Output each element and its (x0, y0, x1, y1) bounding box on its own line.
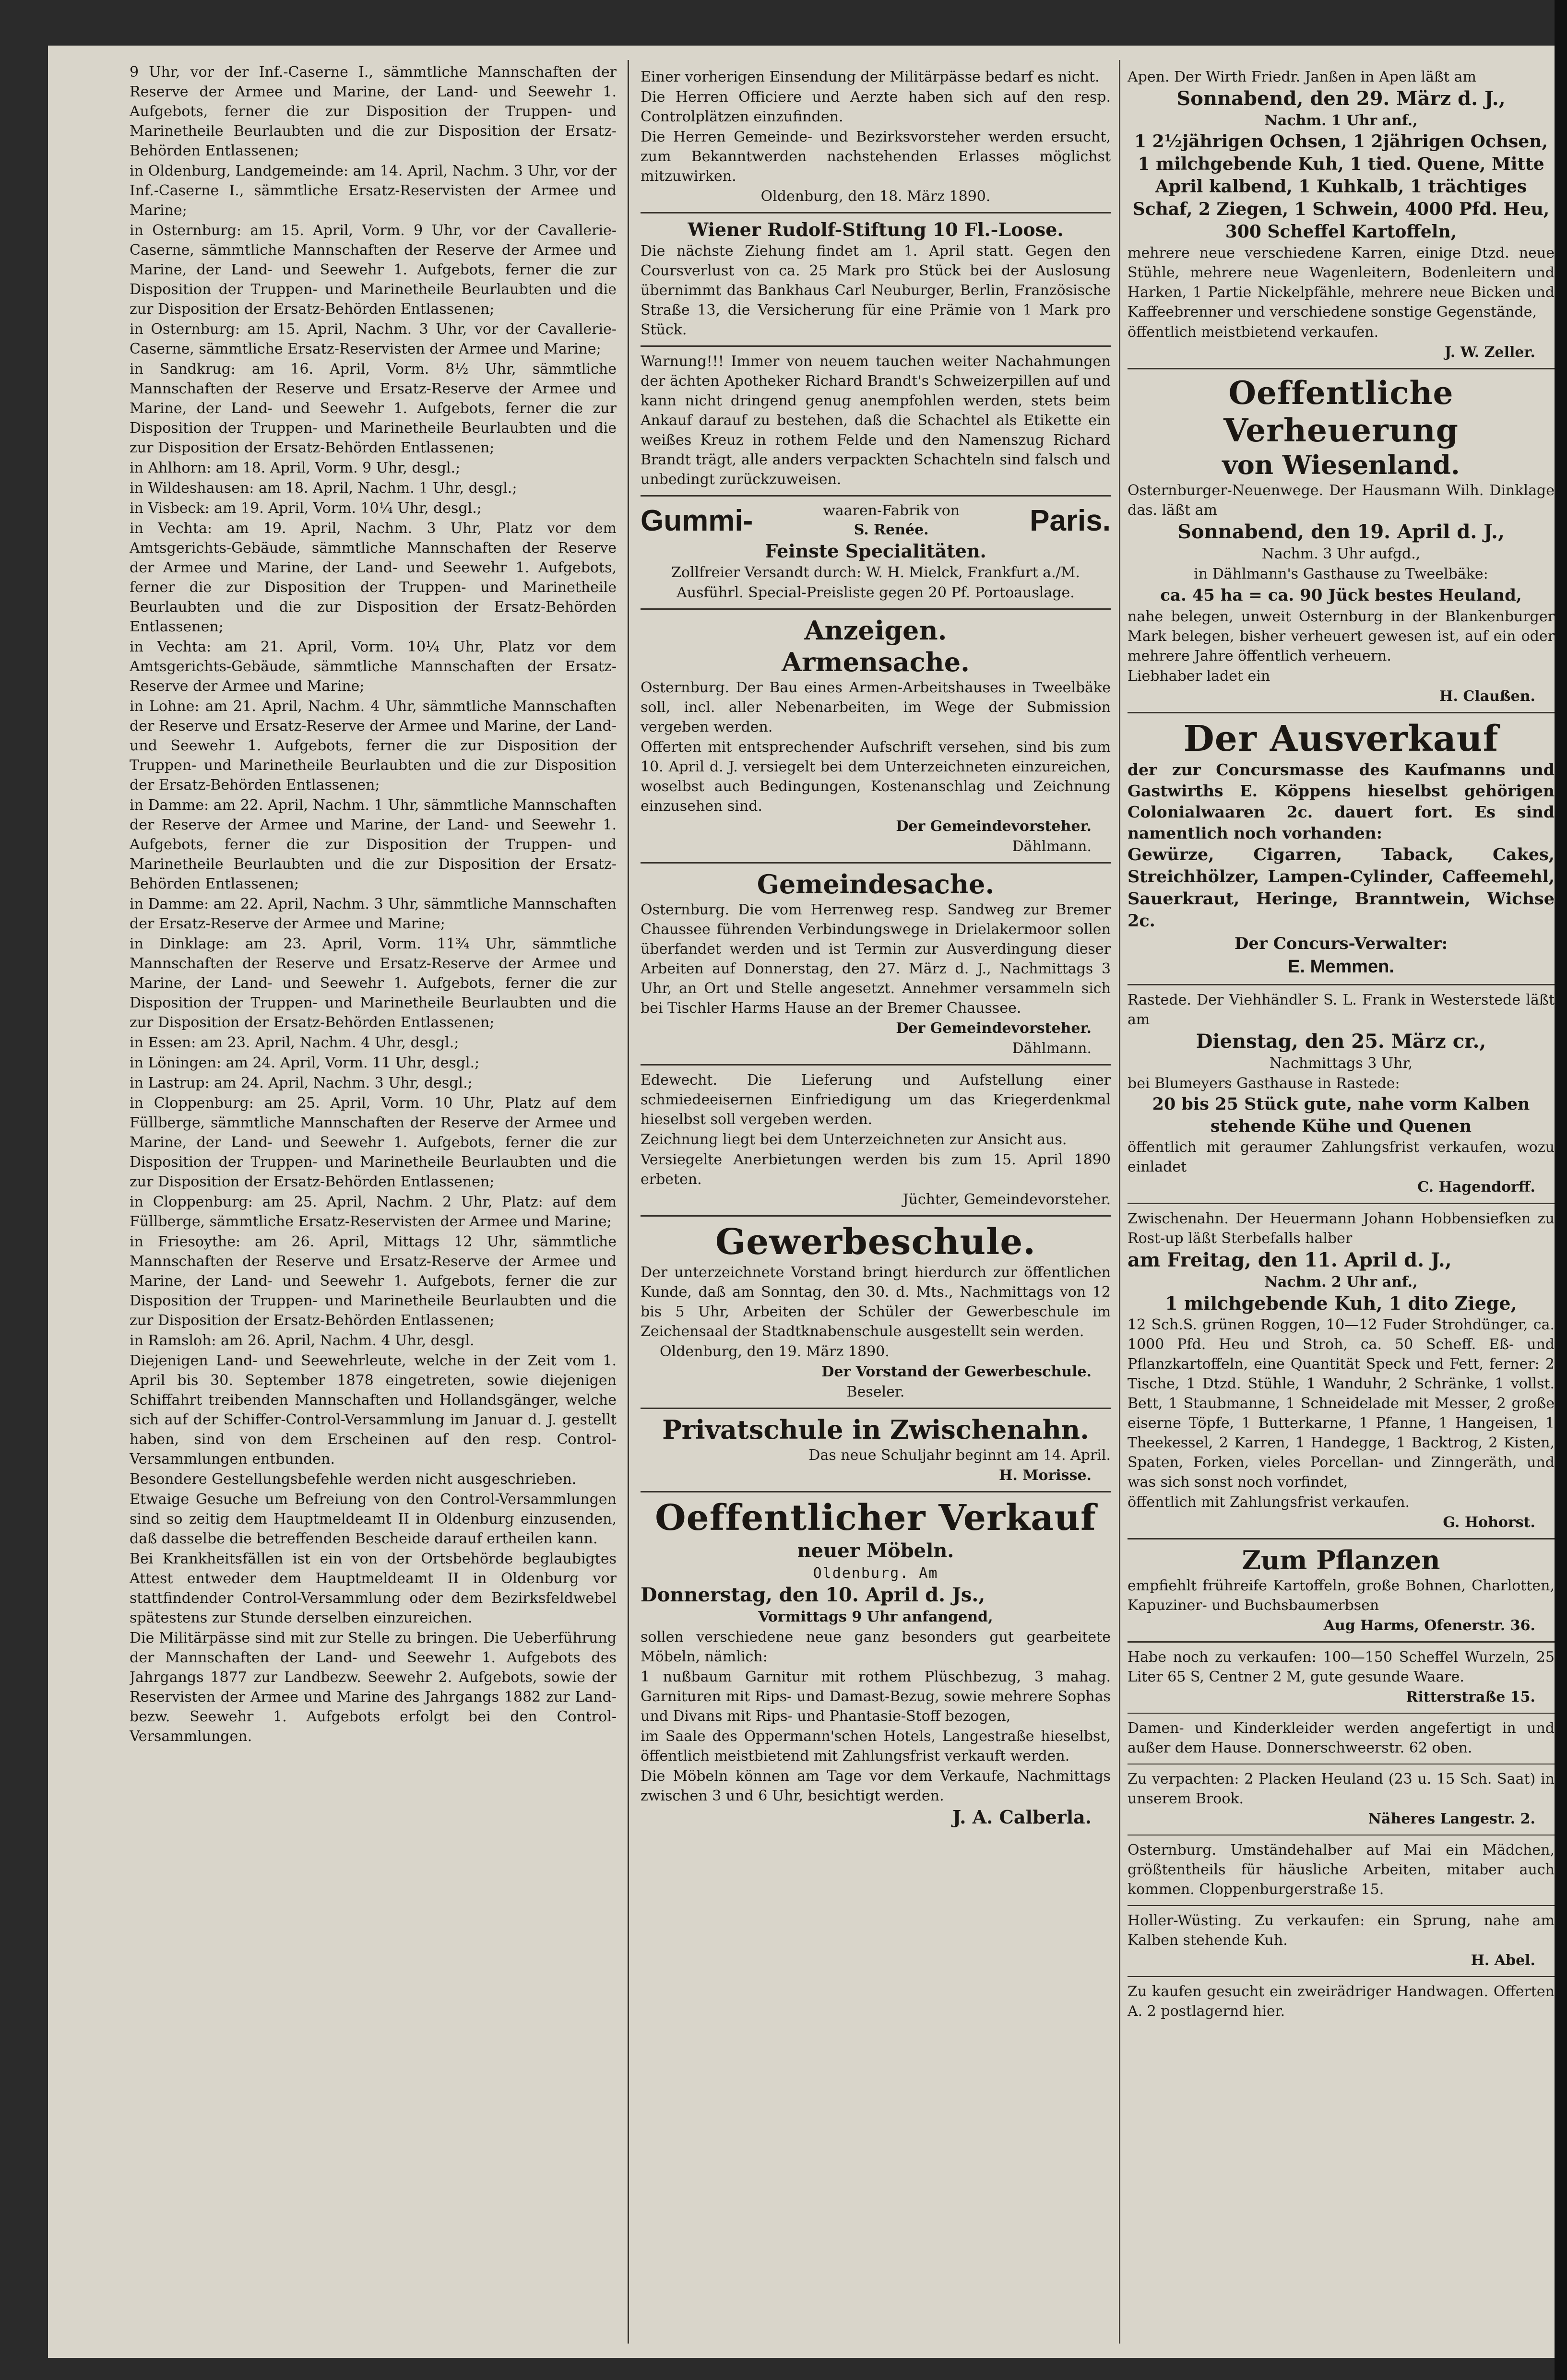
paragraph: Besondere Gestellungsbefehle werden nicht ausgeschrieben. (130, 1471, 577, 1488)
ad-kleider (1128, 1714, 1555, 1764)
section-anzeigen (641, 610, 1111, 864)
paragraph: in Visbeck: am 19. April, Vorm. 10¼ Uhr, desgl.; (130, 500, 482, 517)
paragraph: in Oldenburg, Landgemeinde: am 14. April, Nachm. 3 Uhr, vor der Inf.-Caserne I., sämmtliche Ersatz-Reservisten der Armee und Marine; (130, 163, 617, 219)
ad-title: Privatschule in Zwischenahn. (662, 1414, 1089, 1445)
ad-subtitle: von Wiesenland. (1222, 450, 1460, 480)
paragraph: Osternburg. Umständehalber auf Mai ein Mädchen, größtentheils für häusliche Arbeiten, mitaber auch kommen. Cloppenburgerstraße 15. (1128, 1842, 1555, 1898)
signature: Der Gemeindevorsteher. (896, 1020, 1092, 1037)
paragraph: in Sandkrug: am 16. April, Vorm. 8½ Uhr, sämmtliche Mannschaften der Reserve und Ersatz-Reserve der Armee und Marine, der Land- und Seewehr 1. Aufgebots, ferner die zur Disposition der Truppen- und Marinetheile Beurlaubten und die zur Disposition der Ersatz-Behörden Entlassenen; (130, 361, 617, 456)
paragraph: empfiehlt frühreife Kartoffeln, große Bohnen, Charlotten, Kapuziner- und Buchsbaumerbsen (1128, 1577, 1555, 1614)
paragraph: Zu kaufen gesucht ein zweirädriger Handwagen. Offerten A. 2 postlagernd hier. (1128, 1983, 1555, 2020)
paragraph: in Lohne: am 21. April, Nachm. 4 Uhr, sämmtliche Mannschaften der Reserve und Ersatz-Reserve der Armee und Marine, der Land- und Seewehr 1. Aufgebots, ferner die zur Disposition der Truppen- und Marinetheile Beurlaubten und die zur Disposition der Ersatz-Behörden Entlassenen; (130, 698, 617, 793)
paragraph: Etwaige Gesuche um Befreiung von den Control-Versammlungen sind so zeitig dem Hauptmeldeamt II in Oldenburg einzusenden, daß dasselbe die betreffenden Bescheide darauf ertheilen kann. (130, 1491, 617, 1547)
paragraph: Einer vorherigen Einsendung der Militärpässe bedarf es nicht. (641, 69, 1100, 85)
paragraph: nahe belegen, unweit Osternburg in der Blankenburger Mark belegen, bisher verheuert gewesen ist, auf ein oder mehrere Jahre öffentlich verheuern. (1128, 608, 1555, 664)
paragraph: in Lastrup: am 24. April, Nachm. 3 Uhr, desgl.; (130, 1075, 473, 1091)
paragraph: Versiegelte Anerbietungen werden bis zum 15. April 1890 erbeten. (641, 1151, 1111, 1188)
paragraph: bei Blumeyers Gasthause in Rastede: (1128, 1075, 1400, 1092)
ad-privatschule (641, 1409, 1111, 1492)
paragraph: Die Möbeln können am Tage vor dem Verkaufe, Nachmittags zwischen 3 und 6 Uhr, besichtigt werden. (641, 1768, 1111, 1804)
ad-subtitle: neuer Möbeln. (797, 1539, 954, 1562)
paragraph: in Dinklage: am 23. April, Vorm. 11¾ Uhr, sämmtliche Mannschaften der Reserve und Ersatz-Reserve der Armee und Marine, der Land- und Seewehr 1. Aufgebots, ferner die zur Disposition der Truppen- und Marinetheile Beurlaubten und die zur Disposition der Ersatz-Behörden Entlassenen; (130, 935, 617, 1031)
paragraph: Zwischenahn. Der Heuermann Johann Hobbensiefken zu Rost-up läßt Sterbefalls halber (1128, 1210, 1555, 1247)
paragraph: Bei Krankheitsfällen ist ein von der Ortsbehörde beglaubigtes Attest entweder dem Hauptmeldeamt II in Oldenburg vor stattfindender Control-Versammlung oder dem Bezirksfeldwebel spätestens zur Stunde derselben einzureichen. (130, 1551, 617, 1626)
ad-verpachten (1128, 1764, 1555, 1835)
signature: H. Abel. (1471, 1952, 1535, 1969)
paragraph: Osternburg. Der Bau eines Armen-Arbeitshauses in Tweelbäke soll, incl. aller Nebenarbeiten, im Wege der Submission vergeben werden. (641, 679, 1111, 735)
signature: Jüchter, Gemeindevorsteher. (902, 1191, 1111, 1208)
signature: Der Concurs-Verwalter: (1234, 934, 1448, 953)
time-line: Nachm. 2 Uhr anf., (1264, 1274, 1418, 1291)
signature-name: Dählmann. (1012, 1040, 1092, 1057)
paragraph: in Löningen: am 24. April, Vorm. 11 Uhr, desgl.; (130, 1054, 480, 1071)
paragraph: 12 Sch.S. grünen Roggen, 10—12 Fuder Strohdünger, ca. 1000 Pfd. Heu und Stroh, ca. 50 Scheff. Eß- und Pflanzkartoffeln, eine Quantität Speck und Fett, ferner: 2 Tische, 1 Dtzd. Stühle, 1 Wanduhr, 2 Schränke, 1 vollst. Bett, 1 Staubmanne, 1 Schneidelade mit Messer, 2 große eiserne Töpfe, 1 Butterkarne, 1 Pfanne, 1 Hangeisen, 1 Theekessel, 2 Karren, 1 Handegge, 1 Backtrog, 2 Kisten, Spaten, Forken, vieles Porcellan- und Zinngeräth, und was sich sonst noch vorfindet, (1128, 1316, 1555, 1491)
ad-holler (1128, 1906, 1555, 1977)
gummi-left: Gummi- (641, 504, 753, 537)
item-list: 1 2½jährigen Ochsen, 1 2jährigen Ochsen, 1 milchgebende Kuh, 1 tied. Quene, Mitte April kalbend, 1 Kuhkalb, 1 trächtiges Schaf, 2 Ziegen, 1 Schwein, 4000 Pfd. Heu, 300 Scheffel Kartoffeln, (1132, 131, 1550, 242)
gummi-header (641, 501, 1111, 540)
paragraph: 9 Uhr, vor der Inf.-Caserne I., sämmtliche Mannschaften der Reserve der Armee und Marine, der Land- und Seewehr 1. Aufgebots, ferner die zur Disposition der Truppen- und Marinetheile Beurlaubten und die zur Disposition der Ersatz-Behörden Entlassenen; (130, 64, 617, 159)
paragraph: Die Herren Officiere und Aerzte haben sich auf den resp. Controlplätzen einzufinden. (641, 89, 1111, 125)
ad-title: Zum Pflanzen (1242, 1545, 1440, 1575)
paragraph: in Osternburg: am 15. April, Vorm. 9 Uhr, vor der Cavallerie-Caserne, sämmtliche Mannschaften der Reserve der Armee und Marine, der Land- und Seewehr 1. Aufgebots, ferner die zur Disposition der Truppen- und Marinetheile Beurlaubten und die zur Disposition der Ersatz-Behörden Entlassenen; (130, 222, 617, 318)
ad-gummi (641, 497, 1111, 610)
paragraph: in Friesoythe: am 26. April, Mittags 12 Uhr, sämmtliche Mannschaften der Reserve und Ersatz-Reserve der Armee und Marine, der Land- und Seewehr 1. Aufgebots, ferner die zur Disposition der Truppen- und Marinetheile Beurlaubten und die zur Disposition der Ersatz-Behörden Entlassenen; (130, 1233, 617, 1329)
signature: Der Gemeindevorsteher. (896, 818, 1092, 835)
ad-wiener (641, 213, 1111, 347)
signature: C. Hagendorff. (1417, 1179, 1535, 1196)
ad-ausverkauf (1128, 713, 1555, 985)
paragraph: in Damme: am 22. April, Nachm. 3 Uhr, sämmtliche Mannschaften der Ersatz-Reserve der Armee und Marine; (130, 896, 617, 932)
place-line: Oldenburg. Am (813, 1565, 938, 1582)
paragraph: Die Herren Gemeinde- und Bezirksvorsteher werden ersucht, zum Bekanntwerden nachstehenden Erlasses möglichst mitzuwirken. (641, 129, 1111, 185)
date-line: Oldenburg, den 18. März 1890. (760, 188, 991, 205)
ad-subtitle: Feinste Specialitäten. (765, 540, 986, 562)
column-rule (628, 60, 629, 2344)
ad-handwagen (1128, 1977, 1555, 2027)
ad-osternburg (1128, 1835, 1555, 1906)
paragraph: in Cloppenburg: am 25. April, Nachm. 2 Uhr, Platz: auf dem Füllberge, sämmtliche Ersatz-Reservisten der Armee und Marine; (130, 1194, 617, 1230)
gummi-middle (823, 501, 960, 540)
quantity-line: ca. 45 ha = ca. 90 Jück bestes Heuland, (1160, 586, 1522, 605)
paragraph: öffentlich meistbietend verkaufen. (1128, 324, 1379, 341)
newspaper-page (48, 46, 1555, 2358)
ad-apen (1128, 62, 1555, 369)
column-3 (1128, 62, 1555, 2344)
paragraph: Ausführl. Special-Preisliste gegen 20 Pf. Portoauslage. (677, 584, 1075, 601)
paragraph: in Wildeshausen: am 18. April, Nachm. 1 Uhr, desgl.; (130, 480, 517, 497)
paragraph: in Vechta: am 19. April, Nachm. 3 Uhr, Platz vor dem Amtsgerichts-Gebäude, sämmtliche Mannschaften der Reserve der Armee und Marine, der Land- und Seewehr 1. Aufgebots, ferner die zur Disposition der Truppen- und Marinetheile Beurlaubten und die zur Disposition der Ersatz-Behörden Entlassenen; (130, 520, 617, 635)
ad-title: Oeffentlicher Verkauf (655, 1497, 1096, 1539)
paragraph: in Dählmann's Gasthause zu Tweelbäke: (1194, 566, 1488, 582)
notice-continuation (641, 62, 1111, 213)
ad-zwischenahn (1128, 1204, 1555, 1539)
paragraph: Warnung!!! Immer von neuem tauchen weiter Nachahmungen der ächten Apotheker Richard Brandt's Schweizerpillen auf und kann nicht dringend genug anempfohlen werden, stets beim Ankauf darauf zu bestehen, daß die Schachtel als Etikette ein weißes Kreuz in rothem Felde und den Namenszug Richard Brandt trägt, alle anders verpackten Schachteln sind falsch und unbedingt zurückzuweisen. (641, 353, 1111, 488)
item-list: 1 milchgebende Kuh, 1 dito Ziege, (1165, 1292, 1517, 1314)
ad-verkauf (641, 1492, 1111, 1835)
ad-title: Gewerbeschule. (715, 1221, 1036, 1263)
ad-title: Der Ausverkauf (1183, 718, 1499, 759)
paragraph: im Saale des Oppermann'schen Hotels, Langestraße hieselbst, öffentlich meistbietend mit Zahlungsfrist verkauft werden. (641, 1728, 1111, 1764)
date-line: Sonnabend, den 29. März d. J., (1176, 87, 1506, 110)
paragraph: der zur Concursmasse des Kaufmanns und Gastwirths E. Köppens hieselbst gehörigen Colonialwaaren 2c. dauert fort. Es sind namentlich noch vorhanden: (1128, 760, 1555, 842)
gummi-right: Paris. (1030, 504, 1111, 537)
column-rule (1119, 60, 1120, 2344)
paragraph: in Ahlhorn: am 18. April, Vorm. 9 Uhr, desgl.; (130, 460, 461, 476)
signature: Der Vorstand der Gewerbeschule. (821, 1363, 1092, 1380)
signature: Näheres Langestr. 2. (1368, 1811, 1535, 1827)
signature: Aug Harms, Ofenerstr. 36. (1323, 1617, 1535, 1634)
time-line: Vormittags 9 Uhr anfangend, (758, 1609, 993, 1625)
signature-name: Dählmann. (1012, 838, 1092, 855)
ad-edewecht (641, 1066, 1111, 1217)
ad-verheuerung (1128, 369, 1555, 713)
item-list: 20 bis 25 Stück gute, nahe vorm Kalben stehende Kühe und Quenen (1152, 1094, 1530, 1136)
ad-wurzeln (1128, 1643, 1555, 1714)
signature: H. Claußen. (1439, 688, 1535, 705)
paragraph: öffentlich mit geraumer Zahlungsfrist verkaufen, wozu einladet (1128, 1139, 1555, 1175)
date-line: Sonnabend, den 19. April d. J., (1177, 521, 1505, 543)
ad-warnung (641, 347, 1111, 497)
paragraph: Zu verpachten: 2 Placken Heuland (23 u. 15 Sch. Saat) in unserem Brook. (1128, 1771, 1555, 1807)
signature: G. Hohorst. (1443, 1514, 1535, 1531)
ad-gemeindesache (641, 864, 1111, 1066)
paragraph: Diejenigen Land- und Seewehrleute, welche in der Zeit vom 1. April bis 30. September 1878 eingetreten, sowie diejenigen Schiffahrt treibenden Mannschaften und Hollandsgänger, welche sich auf der Schiffer-Control-Versammlung im Januar d. J. gestellt haben, sind von dem Erscheinen auf den resp. Control-Versammlungen entbunden. (130, 1352, 617, 1468)
paragraph: Rastede. Der Viehhändler S. L. Frank in Westerstede läßt am (1128, 992, 1555, 1028)
date-line: Donnerstag, den 10. April d. Js., (641, 1584, 985, 1606)
ad-pflanzen (1128, 1539, 1555, 1643)
ad-title: Gemeindesache. (757, 869, 995, 900)
paragraph: mehrere neue verschiedene Karren, einige Dtzd. neue Stühle, mehrere neue Wagenleitern, Bodenleitern und Harken, 1 Partie Nickelpfähle, mehrere neue Bicken und Kaffeebrenner und verschiedene sonstige Gegenstände, (1128, 245, 1555, 320)
section-heading: Anzeigen. (804, 615, 947, 646)
paragraph: Osternburger-Neuenwege. Der Hausmann Wilh. Dinklage das. läßt am (1128, 482, 1555, 519)
ad-title: Armensache. (782, 647, 970, 677)
date-line: am Freitag, den 11. April d. J., (1128, 1249, 1452, 1271)
column-1 (130, 62, 617, 2344)
signature-name: Beseler. (846, 1384, 905, 1400)
paragraph: in Cloppenburg: am 25. April, Vorm. 10 Uhr, Platz auf dem Füllberge, sämmtliche Mannschaften der Reserve der Armee und Marine, der Land- und Seewehr 1. Aufgebots, ferner die zur Disposition der Truppen- und Marinetheile Beurlaubten und die zur Disposition der Ersatz-Behörden Entlassenen; (130, 1095, 617, 1190)
paragraph: Habe noch zu verkaufen: 100—150 Scheffel Wurzeln, 25 Liter 65 S, Centner 2 M, gute gesunde Waare. (1128, 1649, 1555, 1685)
ad-title: Oeffentliche Verheuerung (1223, 374, 1459, 449)
paragraph: Holler-Wüsting. Zu verkaufen: ein Sprung, nahe am Kalben stehende Kuh. (1128, 1912, 1555, 1949)
signature: J. W. Zeller. (1444, 344, 1535, 361)
scan-edge (1555, 0, 1567, 2380)
date-line: Dienstag, den 25. März cr., (1196, 1030, 1486, 1053)
paragraph: Zollfreier Versandt durch: W. H. Mielck, Frankfurt a./M. (671, 564, 1080, 581)
paragraph: Edewecht. Die Lieferung und Aufstellung einer schmiedeeisernen Einfriedigung um das Kriegerdenkmal hieselbst soll vergeben werden. (641, 1072, 1111, 1128)
paragraph: Das neue Schuljahr beginnt am 14. April. (808, 1447, 1111, 1464)
paragraph: Zeichnung liegt bei dem Unterzeichneten zur Ansicht aus. (641, 1131, 1067, 1148)
time-line: Nachm. 3 Uhr aufgd., (1261, 545, 1421, 562)
gummi-mid-name: S. Renée. (854, 521, 929, 538)
ad-rastede (1128, 985, 1555, 1204)
gummi-mid-line: waaren-Fabrik von (823, 502, 960, 519)
time-line: Nachm. 1 Uhr anf., (1264, 112, 1418, 129)
signature: J. A. Calberla. (952, 1806, 1092, 1828)
paragraph: sollen verschiedene neue ganz besonders gut gearbeitete Möbeln, nämlich: (641, 1629, 1111, 1665)
paragraph: in Damme: am 22. April, Nachm. 1 Uhr, sämmtliche Mannschaften der Reserve der Armee und Marine, der Land- und Seewehr 1. Aufgebots, ferner die zur Disposition der Truppen- und Marinetheile Beurlaubten und die zur Disposition der Ersatz-Behörden Entlassenen; (130, 797, 617, 892)
paragraph: in Ramsloh: am 26. April, Nachm. 4 Uhr, desgl. (130, 1332, 475, 1349)
paragraph: Offerten mit entsprechender Aufschrift versehen, sind bis zum 10. April d. J. versiegelt bei dem Unterzeichneten einzureichen, woselbst auch Bedingungen, Kostenanschlag und Zeichnung einzusehen sind. (641, 739, 1111, 815)
ad-gewerbeschule (641, 1217, 1111, 1409)
paragraph: Die Militärpässe sind mit zur Stelle zu bringen. Die Ueberführung der Mannschaften der Land- und Seewehr 1. Aufgebots des Jahrgangs 1877 zur Landbezw. Seewehr 2. Aufgebots, sowie der Reservisten der Armee und Marine des Jahrgangs 1882 zur Land- bezw. Seewehr 1. Aufgebots erfolgt bei den Control-Versammlungen. (130, 1630, 617, 1745)
paragraph: Osternburg. Die vom Herrenweg resp. Sandweg zur Bremer Chaussee führenden Verbindungswege in Drielakermoor sollen überfandet werden und ist Termin zur Ausverdingung dieser Arbeiten auf Donnerstag, den 27. März d. J., Nachmittags 3 Uhr, an Ort und Stelle angesetzt. Annehmer versammeln sich bei Tischler Harms Hause an der Bremer Chaussee. (641, 901, 1111, 1017)
paragraph: 1 nußbaum Garnitur mit rothem Plüschbezug, 3 mahag. Garnituren mit Rips- und Damast-Bezug, sowie mehrere Sophas und Divans mit Rips- und Phantasie-Stoff bezogen, (641, 1669, 1111, 1725)
ad-title: Wiener Rudolf-Stiftung 10 Fl.-Loose. (688, 219, 1064, 240)
signature: H. Morisse. (999, 1467, 1092, 1484)
paragraph: Apen. Der Wirth Friedr. Janßen in Apen läßt am (1128, 69, 1476, 85)
paragraph: Damen- und Kinderkleider werden angefertigt in und außer dem Hause. Donnerschweerstr. 62 oben. (1128, 1720, 1555, 1756)
date-line: Oldenburg, den 19. März 1890. (660, 1343, 890, 1360)
paragraph: in Essen: am 23. April, Nachm. 4 Uhr, desgl.; (130, 1034, 459, 1051)
paragraph: Der unterzeichnete Vorstand bringt hierdurch zur öffentlichen Kunde, daß am Sonntag, den 30. d. Mts., Nachmittags von 12 bis 5 Uhr, Arbeiten der Schüler der Gewerbeschule im Zeichensaal der Stadtknabenschule ausgestellt sein werden. (641, 1264, 1111, 1340)
item-list: Gewürze, Cigarren, Taback, Cakes, Streichhölzer, Lampen-Cylinder, Caffeemehl, Sauerkraut, Heringe, Branntwein, Wichse 2c. (1128, 845, 1555, 931)
signature-name: E. Memmen. (1288, 957, 1394, 977)
paragraph: in Osternburg: am 15. April, Nachm. 3 Uhr, vor der Cavallerie-Caserne, sämmtliche Ersatz-Reservisten der Armee und Marine; (130, 321, 617, 357)
paragraph: öffentlich mit Zahlungsfrist verkaufen. (1128, 1494, 1410, 1511)
signature: Ritterstraße 15. (1406, 1689, 1535, 1705)
paragraph: Die nächste Ziehung findet am 1. April statt. Gegen den Coursverlust von ca. 25 Mark pro Stück bei der Auslosung übernimmt das Bankhaus Carl Neuburger, Berlin, Französische Straße 13, die Versicherung für eine Prämie von 1 Mark pro Stück. (641, 243, 1111, 338)
paragraph: Liebhaber ladet ein (1128, 668, 1270, 685)
column-2 (641, 62, 1111, 2344)
paragraph: in Vechta: am 21. April, Vorm. 10¼ Uhr, Platz vor dem Amtsgerichts-Gebäude, sämmtliche Mannschaften der Ersatz-Reserve der Armee und Marine; (130, 639, 617, 695)
time-line: Nachmittags 3 Uhr, (1269, 1055, 1413, 1072)
